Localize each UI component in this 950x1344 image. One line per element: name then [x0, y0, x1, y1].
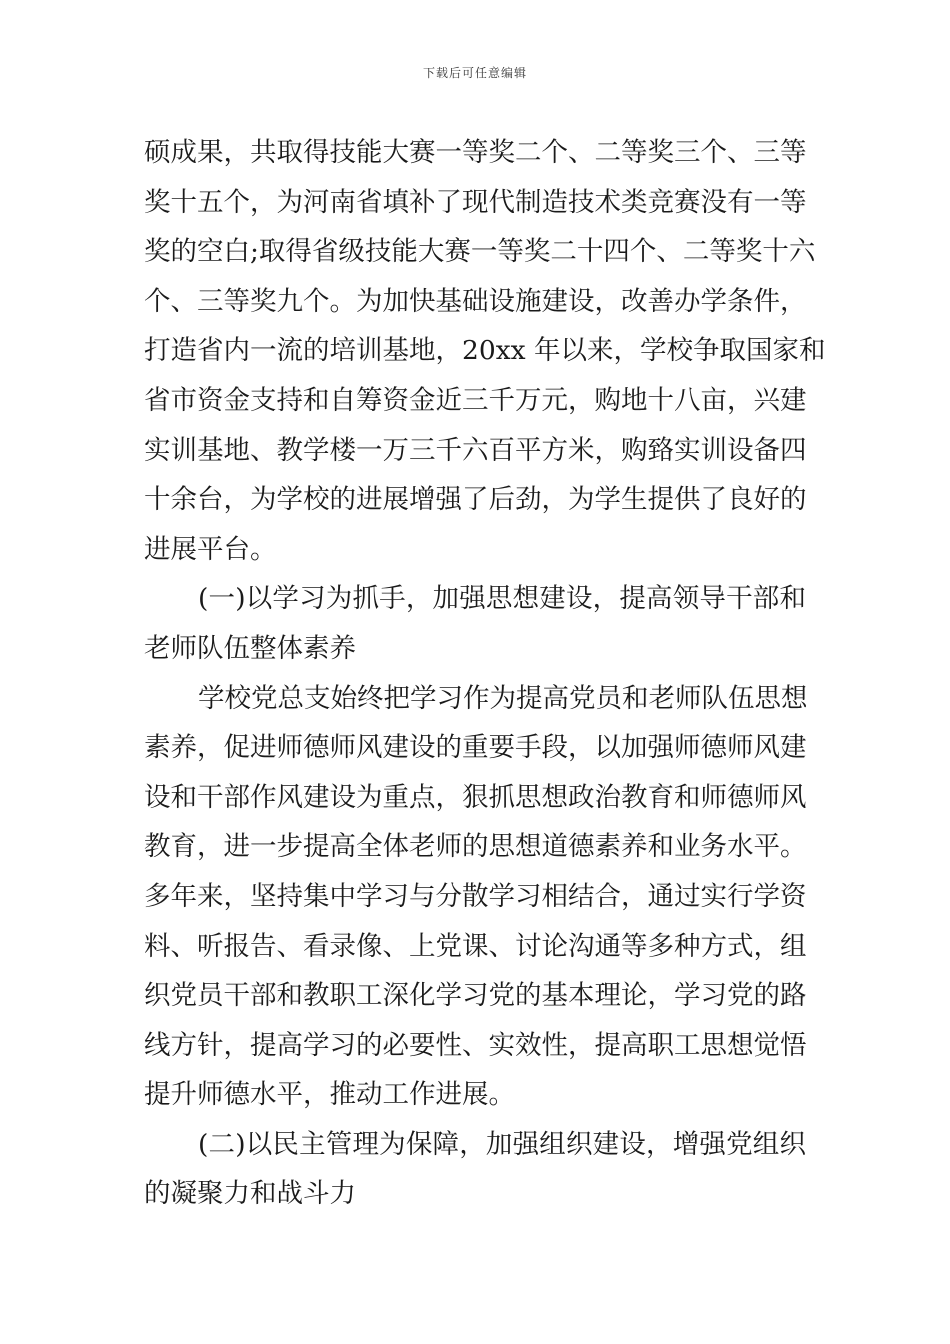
text-line: 料、听报告、看录像、上党课、讨论沟通等多种方式，组 — [144, 930, 807, 962]
text-line: 进展平台。 — [144, 533, 277, 565]
text-line: 线方针，提高学习的必要性、实效性，提高职工思想觉悟 — [144, 1029, 807, 1061]
text-line: 十余台，为学校的进展增强了后劲，为学生提供了良好的 — [144, 484, 807, 516]
text-line: 多年来，坚持集中学习与分散学习相结合，通过实行学资 — [144, 880, 807, 912]
text-line: 打造省内一流的培训基地，20xx 年以来，学校争取国家和 — [144, 335, 826, 367]
section-heading-1: (一)以学习为抓手，加强思想建设，提高领导干部和 — [198, 583, 806, 615]
text-line: 设和干部作风建设为重点，狠抓思想政治教育和师德师风 — [144, 781, 807, 813]
text-line: 织党员干部和教职工深化学习党的基本理论，学习党的路 — [144, 980, 807, 1012]
paragraph-start: 学校党总支始终把学习作为提高党员和老师队伍思想 — [198, 682, 808, 714]
document-body — [144, 128, 826, 1219]
text-line: 提升师德水平，推动工作进展。 — [144, 1079, 515, 1111]
text-line: 素养，促进师德师风建设的重要手段，以加强师德师风建 — [144, 732, 807, 764]
text-line: 实训基地、教学楼一万三千六百平方米，购臵实训设备四 — [144, 434, 807, 466]
text-line: 个、三等奖九个。为加快基础设施建设，改善办学条件， — [144, 285, 807, 317]
text-line: 教育，进一步提高全体老师的思想道德素养和业务水平。 — [144, 831, 807, 863]
text-line: 硕成果，共取得技能大赛一等奖二个、二等奖三个、三等 — [144, 137, 807, 168]
section-heading-2: (二)以民主管理为保障，加强组织建设，增强党组织 — [198, 1128, 806, 1160]
page-header: 下载后可任意编辑 — [422, 66, 527, 80]
section-heading-2-cont: 的凝聚力和战斗力 — [144, 1178, 356, 1210]
section-heading-1-cont: 老师队伍整体素养 — [144, 632, 356, 664]
text-line: 奖的空白;取得省级技能大赛一等奖二十四个、二等奖十六 — [144, 236, 816, 268]
text-line: 奖十五个，为河南省填补了现代制造技术类竞赛没有一等 — [144, 186, 807, 218]
text-line: 省市资金支持和自筹资金近三千万元，购地十八亩，兴建 — [144, 384, 807, 416]
